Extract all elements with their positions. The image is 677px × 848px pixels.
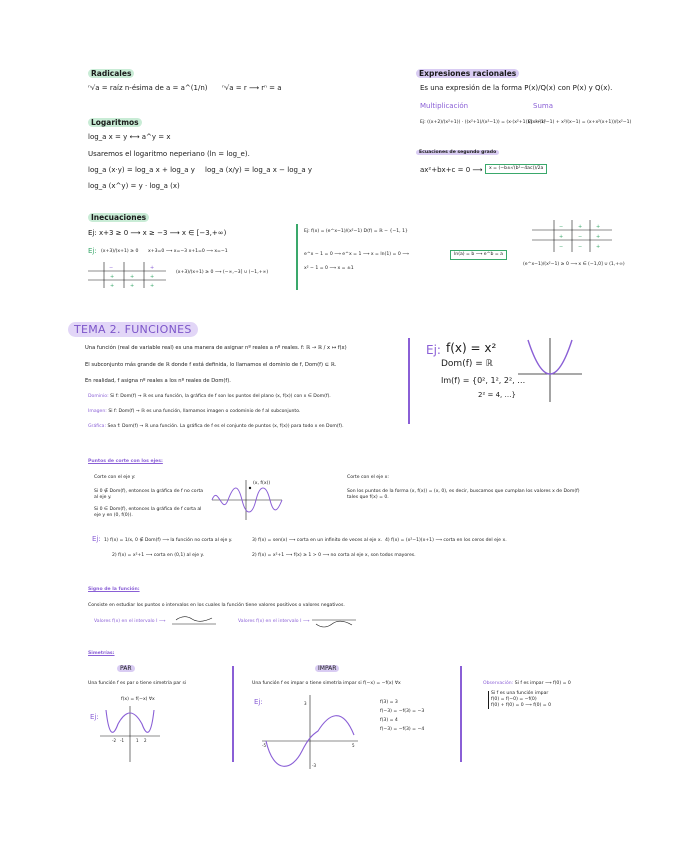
tema2-ej-domain: Dom(f) = ℝ [441,359,493,369]
inecuacion-ex3-a: e^x − 1 = 0 ⟶ e^x = 1 ⟶ x = ln(1) = 0 ⟶ [304,252,409,257]
log-prod: log_a (x·y) = log_a x + log_a y [88,166,195,174]
corte-y-graph [212,480,282,520]
signo-negative-sketch [312,612,356,630]
svg-text:+: + [130,283,135,289]
mult-title: Multiplicación [420,102,469,110]
tema2-line3: En realidad, f asigna nº reales a los nº reales de Dom(f). [85,378,231,384]
svg-text:+: + [596,234,601,240]
cortes-ej-1: 1) f(x) = 1/x, 0 ∉ Dom(f) ⟶ la función no corta al eje y. [104,538,233,543]
inecuacion-ex1: Ej: x+3 ≥ 0 ⟶ x ≥ −3 ⟶ x ∈ [−3,+∞) [88,229,227,237]
tema2-divider [408,338,410,424]
svg-text:+: + [559,234,564,240]
cortes-heading: Puntos de corte con los ejes: [88,459,163,464]
inecuaciones-heading: Inecuaciones [88,213,149,222]
cortes-ej-2: 2) f(x) = x²+1 ⟶ corta en (0,1) al eje y. [112,553,205,558]
inecuacion-ex2-label: Ej: [88,247,97,255]
svg-text:+: + [150,283,155,289]
corte-y-title: Corte con el eje y: [94,475,136,480]
log-pow: log_a (x^y) = y · log_a (x) [88,182,180,190]
segundo-grado-heading: Ecuaciones de segundo grado [416,150,499,156]
impar-val-3: f(3) = 4 [380,718,398,723]
inecuacion-ex2-steps: x+3=0 ⟶ x=−3 x+1=0 ⟶ x=−1 [148,249,228,254]
svg-text:2: 2 [144,738,147,743]
svg-text:−: − [559,224,564,230]
tema2-title: TEMA 2. FUNCIONES [68,322,198,337]
tema2-line2: El subconjunto más grande de ℝ donde f está definida, lo llamamos el dominio de f, Dom(f) ⊆ ℝ. [85,362,337,368]
signo-heading: Signo de la función: [88,587,140,592]
svg-text:5: 5 [352,743,355,748]
svg-text:−: − [578,244,583,250]
par-eq: f(x) = f(−x) ∀x [121,697,155,702]
signo-positive-sketch [172,614,216,628]
tema2-ej-function: f(x) = x² [446,341,497,355]
obs-line-3: f(0) + f(0) = 0 ⟶ f(0) = 0 [491,703,552,708]
simetrias-heading: Simetrías: [88,651,115,656]
segundo-grado-formula: x = (−b±√(b²−4ac))/2a [485,164,547,174]
cortes-ej-label: Ej: [92,535,101,543]
tema2-ej-image2: 2² = 4, …} [478,391,516,399]
racionales-def: Es una expresión de la forma P(x)/Q(x) con P(x) y Q(x). [420,84,613,92]
tema2-ej-label: Ej: [426,343,441,357]
signo-text: Consiste en estudiar los puntos o intervalos en los cuales la función tiene valores positivos o valores negativos. [88,603,345,608]
tema2-line1: Una función (real de variable real) es una manera de asignar nº reales a nº reales. f: ℝ → ℝ / x ↦ f(x) [85,345,347,351]
log-neperiano: Usaremos el logaritmo neperiano (ln = log_e). [88,150,250,158]
svg-text:+: + [130,274,135,280]
log-quot: log_a (x/y) = log_a x − log_a y [205,166,313,174]
svg-text:−: − [109,265,114,271]
svg-text:+: + [150,265,155,271]
svg-text:-5: -5 [262,743,266,748]
impar-graph [262,695,358,769]
radicales-heading: Radicales [88,69,134,78]
radicales-def: ⁿ√a = raíz n-ésima de a = a^(1/n) [88,84,208,92]
svg-text:+: + [596,224,601,230]
inecuacion-ex2-result: (x+3)/(x+1) ≥ 0 ⟶ (−∞,−3] ∪ (−1,+∞) [176,270,269,275]
suma-title: Suma [533,102,553,110]
inecuaciones-divider [296,224,298,290]
corte-y-graph-label: (x, f(x)) [253,481,271,486]
impar-val-1: f(3) = 3 [380,700,398,705]
svg-text:−: − [578,234,583,240]
simetria-divider-2 [460,666,462,762]
cortes-ej-5: 4) f(x) = (x²−1)(x+1) ⟶ corta en los ceros del eje x. [385,538,507,543]
svg-text:+: + [596,244,601,250]
sign-table-1 [88,262,168,288]
par-title: PAR [117,666,135,672]
tema2-imagen: Imagen: Si f: Dom(f) → ℝ es una función, llamamos imagen o codominio de f al subconjunto. [88,409,301,414]
tema2-grafica: Gráfica: Sea f: Dom(f) → ℝ una función. La gráfica de f es el conjunto de puntos (x, f(x)) para todo x en Dom(f). [88,424,344,429]
inecuacion-ex3: Ej: f(x) = (e^x−1)/(x²−1) D(f) = ℝ − {−1, 1} [304,229,408,234]
svg-text:+: + [578,224,583,230]
par-graph [100,706,160,762]
obs-block [488,691,551,709]
cortes-ej-3: 3) f(x) = sen(x) ⟶ corta en un infinito de veces al eje x. [252,538,382,543]
cortes-ej-4: 2) f(x) = x²+1 ⟶ f(x) ≥ 1 > 0 ⟶ no corta al eje x, son todos mayores. [252,553,416,558]
corte-y-1: Si 0 ∉ Dom(f), entonces la gráfica de f no corta al eje y. [94,489,204,500]
racionales-heading: Expresiones racionales [416,69,519,78]
inecuacion-ex3-b: x² − 1 = 0 ⟶ x = ±1 [304,266,354,271]
radicales-prop: ⁿ√a = r ⟶ rⁿ = a [222,84,282,92]
svg-text:+: + [110,274,115,280]
par-def: Una función f es par o tiene simetría par si [88,681,187,686]
inecuacion-ex3-result: (e^x−1)/(x²−1) ≥ 0 ⟶ x ∈ (−1,0] ∪ (1,+∞) [523,262,625,267]
par-ej-label: Ej: [90,713,99,721]
impar-def: Una función f es impar o tiene simetría impar si f(−x) = −f(x) ∀x [252,681,401,686]
impar-val-4: f(−3) = −f(3) = −4 [380,727,425,732]
svg-text:-1: -1 [120,738,124,743]
svg-text:−: − [559,244,564,250]
svg-text:3: 3 [304,701,307,706]
obs-heading: Observación: Si f es impar ⟶ f(0) = 0 [483,681,571,686]
corte-x-1: Son los puntos de la forma (x, f(x)) = (x, 0), es decir, buscamos que cumplan los valores x de Dom(f) tales que f(x) = 0. [347,489,580,500]
sign-table-2 [532,220,614,252]
svg-text:1: 1 [136,738,139,743]
svg-text:+: + [150,274,155,280]
obs-line-1: Si f es una función impar [491,691,549,696]
mult-example: Ej: ((x+2)/(x²+1)) · ((x²+1)/(x²−1)) = (x·(x²+1))/(x²−1) [420,120,546,125]
impar-ej-label: Ej: [254,698,263,706]
log-def: log_a x = y ⟷ a^y = x [88,133,171,141]
impar-title: IMPAR [315,666,339,672]
obs-line-2: f(0) = f(−0) = −f(0) [491,697,537,702]
inecuacion-ex2-frac: (x+3)/(x+1) ≥ 0 [101,249,139,254]
svg-text:-3: -3 [312,763,316,768]
segundo-grado-eq: ax²+bx+c = 0 ⟶ [420,166,483,174]
signo-positive: Valores f(x) en el intervalo I ⟶ [94,619,166,624]
impar-val-2: f(−3) = −f(3) = −3 [380,709,425,714]
logaritmos-heading: Logaritmos [88,118,142,127]
tema2-dominio: Dominio: Si f: Dom(f) → ℝ es una función, la gráfica de f son los puntos del plano (x, f(x)) con x ∈ Dom(f). [88,394,331,399]
svg-text:-2: -2 [112,738,116,743]
signo-negative: Valores f(x) en el intervalo I ⟶ [238,619,310,624]
simetria-divider-1 [232,666,234,762]
tema2-ej-image: Im(f) = {0², 1², 2², … [441,376,526,385]
svg-text:+: + [110,283,115,289]
suma-example: Ej: x/(x²−1) + x²/(x−1) = (x+x²(x+1))/(x²−1) [528,120,632,125]
corte-x-title: Corte con el eje x: [347,475,389,480]
parabola-graph [518,338,582,406]
inecuacion-ex3-box: ln(a) = b ⟶ e^b = a [450,250,507,260]
corte-y-2: Si 0 ∈ Dom(f), entonces la gráfica de f corta al eje y en (0, f(0)). [94,507,202,518]
